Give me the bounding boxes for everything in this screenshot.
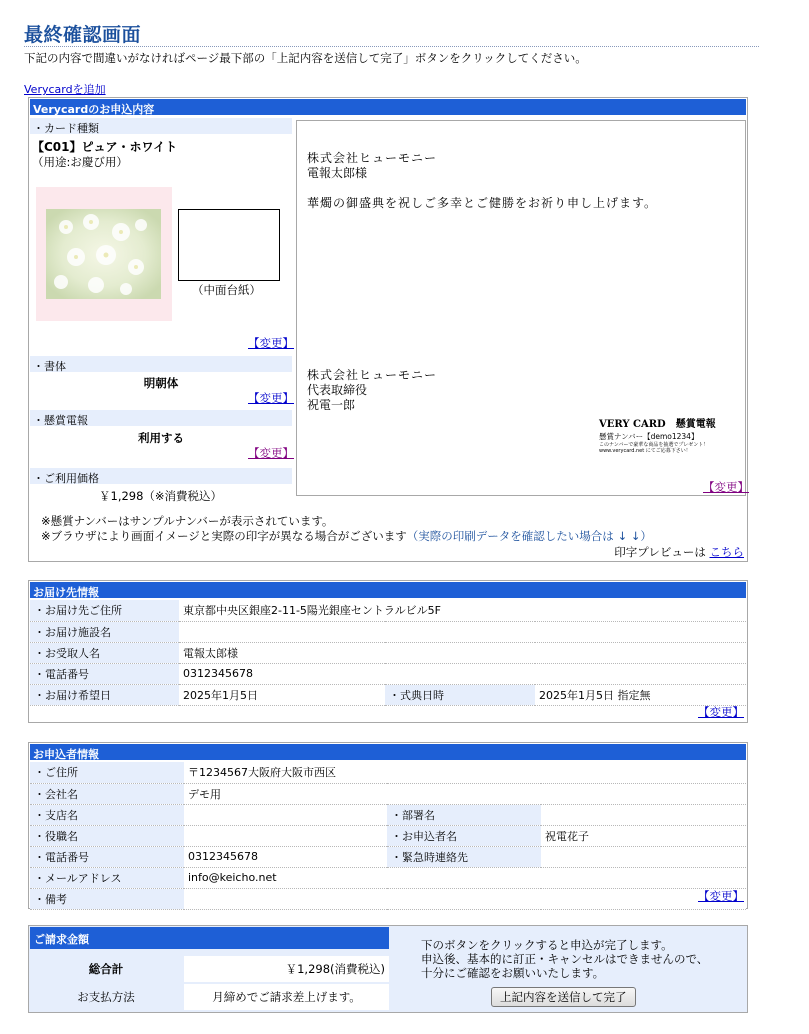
change-message-link[interactable]: 【変更】 (703, 480, 749, 494)
table-row (30, 642, 746, 663)
font-label: ・書体 (30, 356, 292, 372)
delivery-address-value: 東京都中央区銀座2-11-5陽光銀座セントラルビル5F (179, 600, 746, 621)
add-verycard-link[interactable]: Verycardを追加 (24, 83, 106, 96)
table-row (30, 762, 746, 783)
note-browser-text: ※ブラウザにより画面イメージと実際の印字が異なる場合がございます (41, 529, 407, 543)
preview-from-name: 祝電一郎 (307, 398, 356, 412)
applicant-table (30, 762, 746, 910)
note-sample-number: ※懸賞ナンバーはサンプルナンバーが表示されています。 (41, 514, 334, 528)
table-row (30, 867, 746, 888)
change-prize-link[interactable]: 【変更】 (248, 446, 294, 460)
department-value (541, 804, 746, 825)
branch-label: ・支店名 (30, 804, 184, 825)
applicant-address-value: 〒1234567大阪府大阪市西区 (184, 762, 746, 783)
change-delivery-link[interactable]: 【変更】 (698, 705, 744, 719)
table-row (30, 888, 746, 909)
prize-telegram-label: ・懸賞電報 (30, 410, 292, 426)
payment-label: お支払方法 (30, 984, 182, 1010)
emergency-contact-label: ・緊急時連絡先 (387, 846, 541, 867)
ceremony-value: 2025年1月5日 指定無 (535, 684, 746, 705)
print-preview-row (614, 544, 744, 560)
preview-to-name: 電報太郎様 (307, 166, 368, 180)
table-row (30, 663, 746, 684)
title-divider (24, 46, 759, 47)
delivery-section-header: お届け先情報 (30, 582, 746, 598)
price-value: ￥1,298（※消費税込） (99, 489, 223, 503)
card-usage: （用途:お慶び用） (32, 155, 128, 169)
email-label: ・メールアドレス (30, 867, 184, 888)
order-section-header: Verycardのお申込内容 (30, 99, 746, 115)
applicant-phone-value: 0312345678 (184, 846, 387, 867)
department-label: ・部署名 (387, 804, 541, 825)
change-applicant-link[interactable]: 【変更】 (698, 889, 744, 903)
note-browser-hint: （実際の印刷データを確認したい場合は ↓ ↓） (406, 529, 652, 543)
page-title: 最終確認画面 (24, 24, 142, 46)
preview-from-title: 代表取締役 (307, 383, 368, 397)
font-value: 明朝体 (143, 376, 179, 390)
card-name: 【C01】ピュア・ホワイト (32, 140, 178, 154)
total-label: 総合計 (30, 956, 182, 982)
delivery-section (28, 580, 748, 723)
flower-image (36, 187, 172, 321)
applicant-section-header: お申込者情報 (30, 744, 746, 760)
email-value: info@keicho.net (184, 867, 746, 888)
billing-section (28, 925, 748, 1013)
total-value: ￥1,298(消費税込) (184, 956, 389, 982)
mount-paper-caption: （中面台紙） (192, 283, 261, 297)
submit-button[interactable]: 上記内容を送信して完了 (491, 987, 636, 1007)
stamp-line1: このナンバーで豪華な商品を抽選でプレゼント！ (599, 441, 709, 448)
note-browser (41, 528, 652, 544)
company-label: ・会社名 (30, 783, 184, 804)
preview-to-company: 株式会社ヒューモニー (307, 151, 438, 165)
delivery-address-label: ・お届け先ご住所 (30, 600, 179, 621)
applicant-section (28, 742, 748, 909)
delivery-table (30, 600, 746, 706)
facility-label: ・お届け施設名 (30, 621, 179, 642)
order-section (28, 97, 748, 562)
card-thumbnail (36, 187, 172, 321)
print-preview-label: 印字プレビューは (614, 545, 706, 559)
submit-info-line2: 申込後、基本的に訂正・キャンセルはできませんので、 (421, 952, 709, 966)
submit-info-line1: 下のボタンをクリックすると申込が完了します。 (421, 938, 673, 952)
preview-from-company: 株式会社ヒューモニー (307, 368, 438, 382)
remarks-label: ・備考 (30, 888, 184, 909)
delivery-phone-value: 0312345678 (179, 663, 746, 684)
position-value (184, 825, 387, 846)
table-row (30, 783, 746, 804)
company-value: デモ用 (184, 783, 746, 804)
delivery-phone-label: ・電話番号 (30, 663, 179, 684)
price-label: ・ご利用価格 (30, 468, 292, 484)
recipient-value: 電報太郎様 (179, 642, 746, 663)
position-label: ・役職名 (30, 825, 184, 846)
delivery-date-label: ・お届け希望日 (30, 684, 179, 705)
stamp-number: 懸賞ナンバー【demo1234】 (599, 432, 699, 441)
payment-value: 月締めでご請求差上げます。 (184, 984, 389, 1010)
emergency-contact-value (541, 846, 746, 867)
recipient-label: ・お受取人名 (30, 642, 179, 663)
remarks-value (184, 888, 746, 909)
change-card-link[interactable]: 【変更】 (248, 336, 294, 350)
applicant-name-label: ・お申込者名 (387, 825, 541, 846)
card-type-label: ・カード種類 (30, 118, 292, 134)
submit-info (421, 938, 708, 980)
table-row (30, 825, 746, 846)
print-preview-link[interactable]: こちら (709, 545, 744, 559)
branch-value (184, 804, 387, 825)
table-row (30, 600, 746, 621)
stamp-title: VERY CARD 懸賞電報 (599, 419, 716, 430)
table-row (30, 684, 746, 705)
message-preview (296, 120, 749, 496)
prize-telegram-value: 利用する (138, 431, 184, 445)
applicant-name-value: 祝電花子 (541, 825, 746, 846)
table-row (30, 846, 746, 867)
prize-stamp (599, 420, 744, 454)
mount-paper-frame (178, 209, 280, 281)
table-row (30, 621, 746, 642)
applicant-phone-label: ・電話番号 (30, 846, 184, 867)
preview-body: 華燭の御盛典を祝しご多幸とご健勝をお祈り申し上げます。 (307, 196, 658, 210)
change-font-link[interactable]: 【変更】 (248, 391, 294, 405)
applicant-address-label: ・ご住所 (30, 762, 184, 783)
billing-header: ご請求金額 (30, 927, 389, 949)
submit-info-line3: 十分にご確認をお願いいたします。 (421, 966, 605, 980)
intro-text: 下記の内容で間違いがなければページ最下部の「上記内容を送信して完了」ボタンをクリックしてください。 (24, 51, 587, 65)
facility-value (179, 621, 746, 642)
stamp-line2: www.verycard.net にてご応募下さい！ (599, 447, 691, 454)
delivery-date-value: 2025年1月5日 (179, 684, 385, 705)
table-row (30, 804, 746, 825)
ceremony-label: ・式典日時 (385, 684, 535, 705)
